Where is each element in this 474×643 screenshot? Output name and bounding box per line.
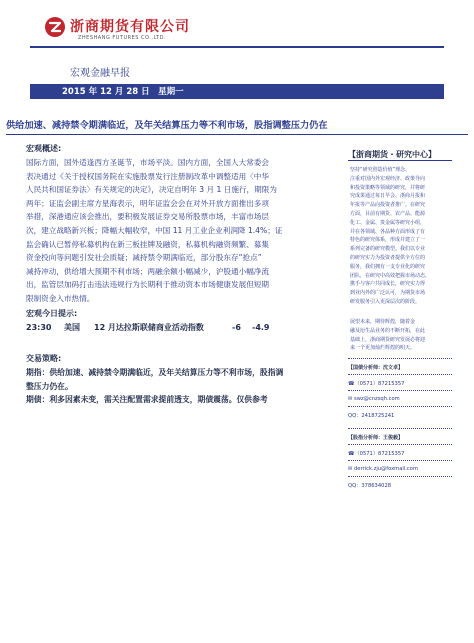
intro-line: 研发服务引入更深层次的阶段。: [350, 298, 421, 305]
strategy-line: 期债：利多因素未变，需关注配置需求提前透支，期债震荡。仅供参考: [26, 395, 268, 405]
report-type-label: 宏观金融早报: [70, 68, 130, 79]
overview-body: [26, 156, 338, 306]
analyst-card-divider: [348, 428, 452, 429]
intro-line: 服务，我们拥有一支专业化的研究: [350, 263, 426, 270]
intro-line: 注重对国内外宏观经济、政策导向: [350, 175, 426, 182]
outlook-line: 来一个更加灿烂辉煌的明天。: [350, 345, 416, 352]
forecast-time: 23:30: [26, 323, 52, 332]
research-center-heading: 【浙商期货・研究中心】: [348, 150, 436, 159]
strategy-body: [26, 366, 283, 407]
company-name-english: ZHESHANG FUTURES CO.,LTD.: [78, 35, 167, 41]
index-analyst-email[interactable]: ✉ derrick.zju@foxmail.com: [348, 466, 418, 472]
index-analyst-phone: ☎（0571）87215357: [348, 451, 405, 457]
analyst-card-divider: [348, 444, 452, 445]
overview-section-title: 宏观概述:: [26, 144, 62, 153]
intro-line: 团队，在研究中高效把握市场动态，: [350, 272, 431, 279]
overview-line: 次，建立战略新兴板；降幅大幅收窄，中国 11 月工业企业利润降 1.4%；证: [26, 225, 283, 235]
forecast-previous: -6: [232, 323, 241, 332]
forecast-event: 12 月达拉斯联储商业活动指数: [94, 323, 204, 332]
overview-line: 国际方面，国外适逢西方圣诞节，市场平淡。国内方面，全国人大常委会: [26, 158, 269, 167]
analyst-card-divider: [348, 476, 452, 477]
intro-line: 化工、金属、贵金属等研究小组，: [350, 219, 426, 226]
overview-line: 人民共和国证券法〉有关规定的决定》，决定自明年 3 月 1 日施行，期限为: [26, 185, 277, 195]
overview-line: 出，监管层加码打击违法违规行为长期利于推动资本市场健康发展但短期: [26, 280, 269, 290]
forecast-expected: -4.9: [252, 323, 270, 332]
overview-line: 表决通过《关于授权国务院在实施股票发行注册制改革中调整适用〈中华: [26, 171, 269, 181]
analyst-card-divider: [348, 406, 452, 407]
intro-line: 的研究实力为投资者提供全方位的: [350, 254, 426, 261]
strategy-line: 整压力仍在。: [26, 381, 73, 391]
forecast-event-row: [26, 322, 270, 333]
overview-line: 资金投向等问题引发社会质疑；减持禁令期满临近，部分股东存“抢点”: [26, 253, 262, 263]
overview-line: 监会确认已暂停私募机构在新三板挂牌及融资，私募机构融资频繁、募集: [26, 239, 269, 249]
report-date: 2015 年 12 月 28 日 星期一: [62, 87, 184, 97]
headline-divider: [6, 134, 468, 135]
outlook-line: 融及衍生品业务的不断开拓，在此: [350, 327, 426, 334]
intro-line: 方面，目前有期货、农产品、能源: [350, 210, 426, 217]
outlook-line: 基础上，浙商期货研究发展必将迎: [350, 336, 426, 343]
overview-line: 限制资金入市热情。: [26, 293, 95, 303]
intro-line: 究成果通过每日早会、浙商月报和: [350, 193, 426, 200]
intro-line: 并在各领域、各品种方面形成了有: [350, 228, 426, 235]
side-heading-divider: [348, 160, 452, 161]
overview-line: 减持冲动，供给增大预期不利市场；两融余额小幅减少，沪股通小幅净流: [26, 266, 269, 276]
intro-line: 携手与客户共同成长，研究实力得: [350, 281, 426, 288]
research-intro: [350, 166, 430, 307]
company-name: 浙商期货有限公司: [70, 19, 190, 35]
bond-analyst-title: 【国债分析师：沈文卓】: [348, 365, 404, 371]
intro-line: 到业内外的广泛认可，为期货市场: [350, 290, 426, 297]
analyst-card-divider: [348, 390, 452, 391]
intro-line: 坚持“研究创造价值”理念，: [350, 167, 411, 173]
company-logo-icon: [44, 16, 66, 38]
header-divider: [30, 46, 444, 48]
forecast-section-title: 宏观今日提示:: [26, 309, 78, 318]
analyst-card-divider: [348, 460, 452, 461]
bond-analyst-qq: QQ：2418725241: [348, 413, 395, 419]
research-outlook: [350, 318, 425, 353]
overview-line: 举措，深港通应该会推出，要积极发展证券交易所股票市场，丰富市场层: [26, 212, 269, 222]
index-analyst-title: 【股指分析师：王俊毅】: [348, 435, 404, 441]
strategy-section-title: 交易策略:: [26, 354, 62, 363]
intro-line: 和投资策略等领域的研究，并将研: [350, 184, 426, 191]
report-headline: 供给加速、减持禁令期满临近，及年关结算压力等不利市场，股指调整压力仍在: [6, 120, 328, 131]
outlook-line: 展望未来，期待辉煌，随着金: [350, 319, 416, 325]
bond-analyst-email[interactable]: ✉ swz@cnzsqh.com: [348, 396, 400, 402]
intro-line: 年报等产品向投资者推广。在研究: [350, 202, 426, 209]
strategy-line: 期指：供给加速、减持禁令期满临近，及年关结算压力等不利市场，股指调: [26, 368, 284, 377]
index-analyst-qq: QQ：378634028: [348, 483, 392, 489]
overview-line: 两年；证监会副主席方星海表示，明年证监会会在对外开放方面推出多项: [26, 198, 269, 208]
analyst-card-divider: [348, 374, 452, 375]
intro-line: 系列完备的研究模型。我们以专业: [350, 246, 426, 253]
forecast-country: 美国: [64, 323, 80, 332]
analyst-card-divider: [348, 358, 452, 359]
bond-analyst-phone: ☎（0571）87215357: [348, 381, 405, 387]
intro-line: 特色的研究体系，形成并建立了一: [350, 237, 426, 244]
